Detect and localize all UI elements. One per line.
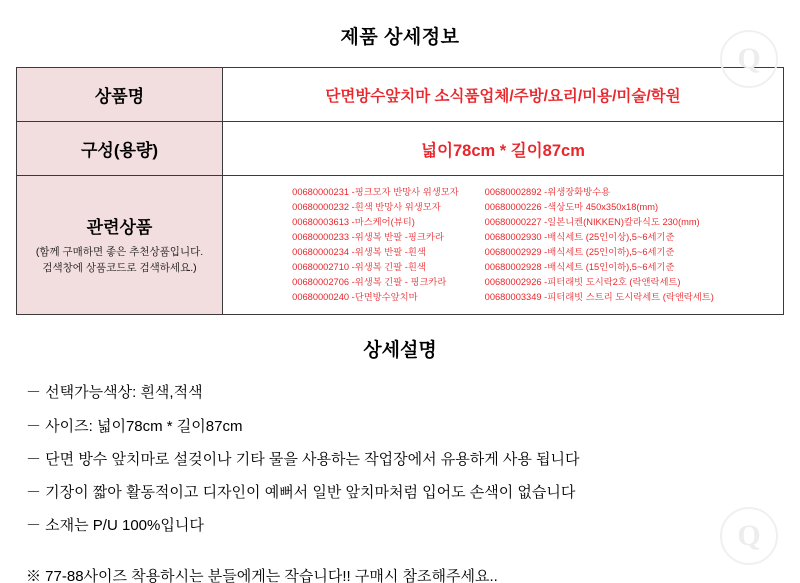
row-label-product-name: 상품명: [17, 68, 223, 122]
list-item: 00680000226 -색상도마 450x350x18(mm): [484, 202, 659, 213]
list-item: － 기장이 짧아 활동적이고 디자인이 예뻐서 일반 앞치마처럼 입어도 손색이 없습니다: [26, 484, 576, 502]
list-item: 00680002710 -위생복 긴팔 -흰색: [292, 262, 426, 273]
list-item: 00680000231 -핑크모자 반망사 위생모자: [292, 187, 459, 197]
related-sub-line1: (함께 구매하면 좋은 추천상품입니다.: [35, 246, 204, 259]
list-item: 00680003349 -피터래빗 스트리 도시락세트 (락앤락세트): [484, 292, 714, 303]
list-item: 00680000233 -위생복 반팔 -핑크카라: [292, 232, 444, 243]
list-item: － 소재는 P/U 100%입니다: [26, 517, 204, 535]
list-item: － 선택가능색상: 흰색,적색: [26, 384, 203, 402]
table-row: [17, 68, 784, 122]
related-codes-left: [292, 185, 459, 305]
row-label-composition: 구성(용량): [17, 122, 223, 176]
list-item: － 단면 방수 앞치마로 설겆이나 기타 물을 사용하는 작업장에서 유용하게 사용 됩니다: [26, 450, 580, 468]
row-value-composition: 넓이78cm * 길이87cm: [223, 122, 784, 176]
row-label-related-products: [17, 176, 223, 315]
list-item: 00680002892 -위생장화방수용: [484, 187, 611, 197]
list-item: 00680002930 -배식세트 (25인이상),5~6세기준: [484, 232, 675, 243]
related-sub-line2: 검색창에 상품코드로 검색하세요.): [42, 262, 197, 275]
related-codes-grid: [227, 185, 779, 305]
watermark-icon-top: Q: [720, 30, 778, 88]
table-row: [17, 176, 784, 315]
row-value-related-products: [223, 176, 784, 315]
list-item: 00680000232 -흰색 반망사 위생모자: [292, 202, 441, 213]
product-info-table: [16, 67, 784, 315]
list-item: 00680000227 -일본니켄(NIKKEN)칼라식도 230(mm): [484, 217, 700, 228]
watermark-icon-bottom: Q: [720, 507, 778, 565]
list-item: 00680000240 -단면방수앞치마: [292, 292, 418, 303]
related-label-text: 관련상품: [86, 218, 153, 238]
list-item: － 사이즈: 넓이78cm * 길이87cm: [26, 417, 243, 435]
detail-description-list: [0, 376, 800, 542]
size-warning-note: ※ 77-88사이즈 착용하시는 분들에게는 작습니다!! 구매시 참조해주세요..: [26, 567, 498, 583]
list-item: 00680002926 -피터래빗 도시락2호 (락앤락세트): [484, 277, 681, 288]
page-title: 제품 상세정보: [340, 27, 460, 48]
list-item: 00680000234 -위생복 반팔 -흰색: [292, 247, 426, 258]
list-item: 00680002706 -위생복 긴팔 - 핑크카라: [292, 277, 447, 288]
detail-section-heading: 상세설명: [363, 340, 437, 362]
related-label-sub: [23, 245, 216, 277]
row-value-product-name: 단면방수앞치마 소식품업체/주방/요리/미용/미술/학원: [223, 68, 784, 122]
list-item: 00680002928 -배식세트 (15인이하),5~6세기준: [484, 262, 675, 273]
list-item: 00680003613 -마스케어(뷰티): [292, 217, 415, 228]
related-codes-right: [485, 185, 714, 305]
list-item: 00680002929 -배식세트 (25인이하),5~6세기준: [484, 247, 675, 258]
table-row: [17, 122, 784, 176]
